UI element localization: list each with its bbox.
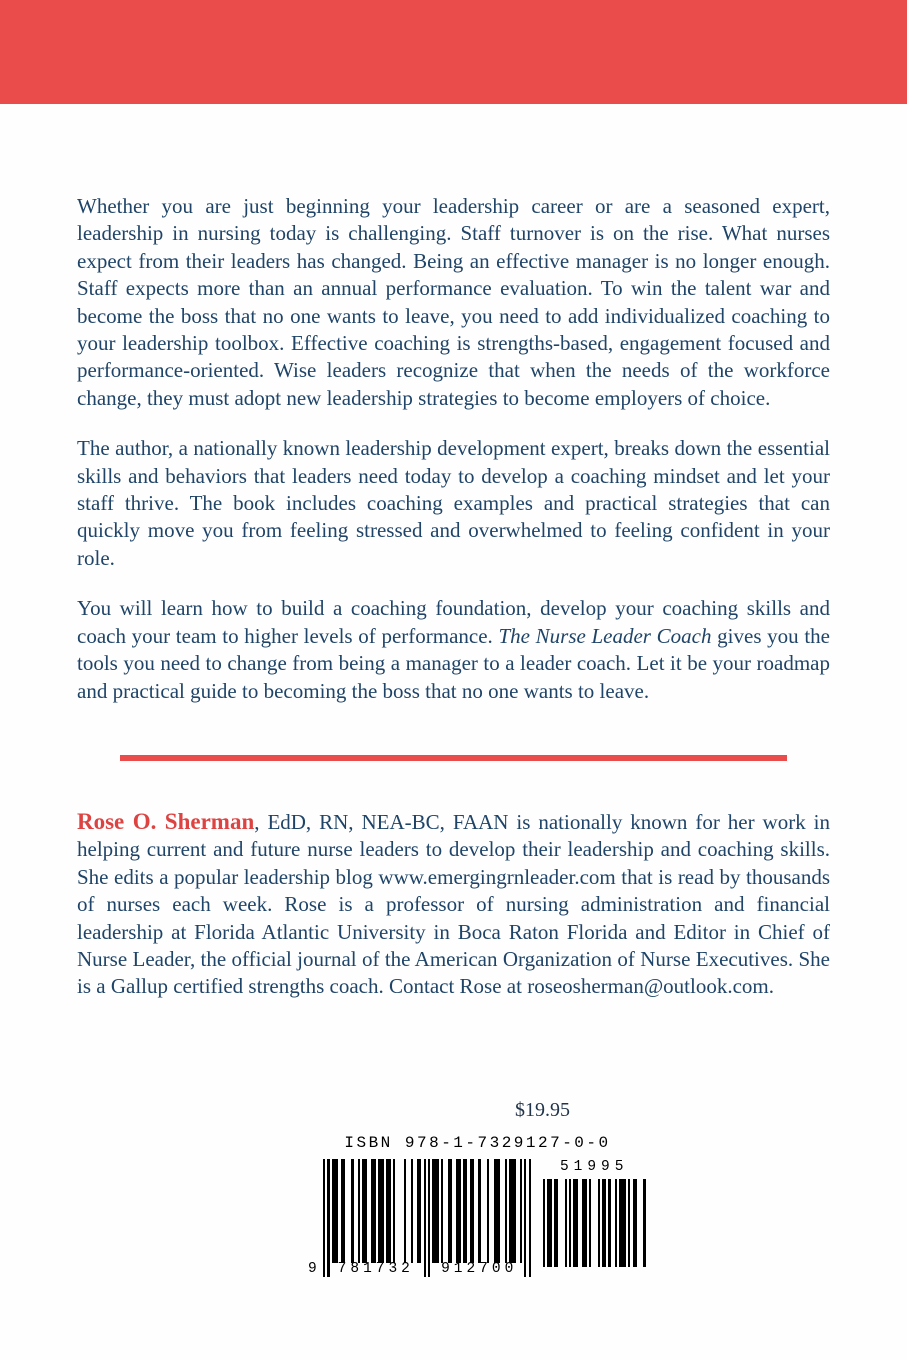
author-bio-text: , EdD, RN, NEA-BC, FAAN is nationally known for her work in helping current and future nurse leaders to develop their leadership and coaching skills. She edits a popular leadership blog www.emergingrnleader.com that is read by thousands of nurses each week. Rose is a professor of nursing administration and financial leadership at Florida Atlantic University in Boca Raton Florida and Editor in Chief of Nurse Leader, the official journal of the American Organization of Nurse Executives. She is a Gallup certified strengths coach. Contact Rose at roseosherman@outlook.com. bbox=[77, 809, 830, 999]
barcode-digit-first: 9 bbox=[308, 1260, 317, 1277]
addon-digits: 51995 bbox=[559, 1158, 629, 1175]
ean13-barcode bbox=[308, 1159, 531, 1277]
ean5-addon-barcode bbox=[543, 1159, 646, 1267]
synopsis-section bbox=[0, 104, 907, 1001]
author-bio bbox=[77, 808, 830, 1001]
synopsis-paragraph-1: Whether you are just beginning your leadership career or are a seasoned expert, leadership in nursing today is challenging. Staff turnover is on the rise. What nurses expect from their leaders has changed. Being an effective manager is no longer enough. Staff expects more than an annual performance evaluation. To win the talent war and become the boss that no one wants to leave, you need to add individualized coaching to your leadership toolbox. Effective coaching is strengths-based, engagement focused and performance-oriented. Wise leaders recognize that when the needs of the workforce change, they must adopt new leadership strategies to become employers of choice. bbox=[77, 194, 830, 410]
price: $19.95 bbox=[515, 1098, 570, 1121]
isbn-label: ISBN 978-1-7329127-0-0 bbox=[344, 1133, 611, 1152]
synopsis-paragraph-2: The author, a nationally known leadership development expert, breaks down the essential skills and behaviors that leaders need today to develop a coaching mindset and let your staff thrive. The book includes coaching examples and practical strategies that can quickly move you from feeling stressed and overwhelmed to feeling confident in your role. bbox=[77, 436, 830, 570]
paragraph-3-text-after: gives you the tools you need to change from being a manager to a leader coach. Let it be your roadmap and practical guide to becoming the boss that no one wants to leave. bbox=[77, 623, 830, 703]
synopsis-paragraph-3 bbox=[77, 595, 830, 705]
barcode-digits-left: 781732 bbox=[337, 1260, 414, 1277]
barcode-block bbox=[307, 1099, 648, 1277]
red-divider bbox=[120, 755, 787, 761]
barcode-row bbox=[307, 1159, 648, 1277]
top-band bbox=[0, 0, 907, 104]
author-name: Rose O. Sherman bbox=[77, 808, 255, 834]
paragraph-3-text-before: You will learn how to build a coaching foundation, develop your coaching skills and coach your team to higher levels of performance. bbox=[77, 596, 830, 648]
ean13-bars bbox=[323, 1159, 531, 1277]
ean5-bars bbox=[543, 1179, 646, 1267]
barcode-digits-right: 912700 bbox=[441, 1260, 518, 1277]
book-title-italic: The Nurse Leader Coach bbox=[498, 623, 712, 648]
